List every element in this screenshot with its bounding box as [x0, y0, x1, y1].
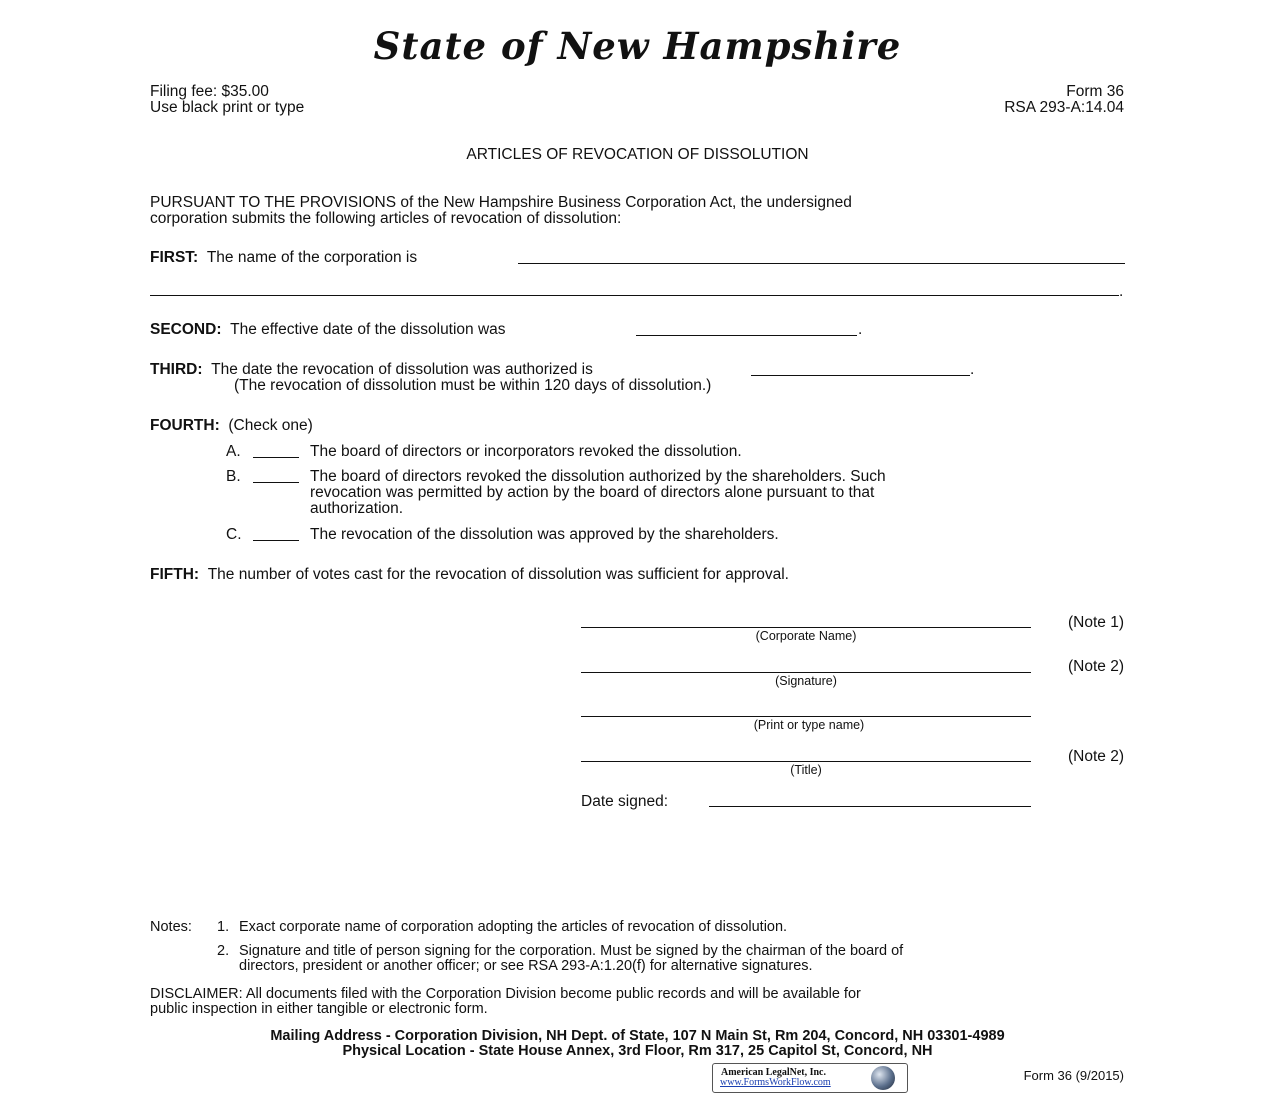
title-caption: (Title)	[790, 763, 822, 777]
corporation-name-field-line-2[interactable]	[150, 295, 1119, 296]
note-2-reference: (Note 2)	[1068, 658, 1124, 675]
option-b-checkbox[interactable]	[253, 482, 299, 483]
first-period: .	[1119, 283, 1124, 300]
option-b-text-line-1: The board of directors revoked the dissolution authorized by the shareholders. Such	[310, 468, 886, 485]
corporate-name-caption: (Corporate Name)	[755, 629, 857, 643]
dissolution-date-field[interactable]	[636, 335, 857, 336]
note-1-text: Exact corporate name of corporation adopting the articles of revocation of dissolution.	[239, 919, 788, 935]
second-period: .	[858, 321, 863, 338]
note-1-reference: (Note 1)	[1068, 614, 1124, 631]
first-article	[150, 250, 417, 266]
disclaimer-line-1: DISCLAIMER: All documents filed with the Corporation Division become public records and will be available for	[150, 986, 861, 1002]
title-field[interactable]	[581, 761, 1031, 762]
fifth-article	[150, 567, 789, 583]
date-signed-label: Date signed:	[581, 793, 669, 810]
globe-icon	[871, 1066, 895, 1090]
fourth-article	[150, 418, 313, 434]
option-a-checkbox[interactable]	[253, 457, 299, 458]
signature-caption: (Signature)	[775, 674, 837, 688]
mailing-address: Mailing Address - Corporation Division, NH Dept. of State, 107 N Main St, Rm 204, Concord, NH 03301-4989	[270, 1028, 1005, 1044]
third-label: THIRD:	[150, 361, 203, 378]
third-article	[150, 362, 593, 378]
fourth-label: FOURTH:	[150, 417, 220, 434]
print-name-field[interactable]	[581, 716, 1031, 717]
notes-label: Notes:	[150, 919, 192, 935]
first-label: FIRST:	[150, 249, 199, 266]
logo-website-link[interactable]: www.FormsWorkFlow.com	[720, 1077, 831, 1088]
print-name-caption: (Print or type name)	[753, 718, 865, 732]
option-c-checkbox[interactable]	[253, 540, 299, 541]
second-label: SECOND:	[150, 321, 222, 338]
revocation-date-field[interactable]	[751, 375, 970, 376]
disclaimer-line-2: public inspection in either tangible or electronic form.	[150, 1001, 488, 1017]
preamble-line-1	[150, 195, 852, 211]
third-period: .	[970, 361, 975, 378]
note-2-text-line-2: directors, president or another officer; or see RSA 293-A:1.20(f) for alternative signatures.	[239, 958, 813, 974]
date-signed-field[interactable]	[709, 806, 1031, 807]
rsa-citation: RSA 293-A:14.04	[1004, 99, 1124, 116]
preamble-rest: of the New Hampshire Business Corporation Act, the undersigned	[396, 194, 852, 211]
american-legalnet-logo[interactable]	[712, 1063, 908, 1093]
note-2-number: 2.	[217, 943, 230, 959]
second-article	[150, 322, 506, 338]
fourth-instruction: (Check one)	[228, 417, 313, 434]
logo-company-name: American LegalNet, Inc.	[721, 1067, 826, 1078]
fifth-text: The number of votes cast for the revocation of dissolution was sufficient for approval.	[207, 566, 789, 583]
form-revision: Form 36 (9/2015)	[1023, 1068, 1124, 1083]
first-text: The name of the corporation is	[206, 249, 418, 266]
third-note: (The revocation of dissolution must be within 120 days of dissolution.)	[234, 377, 712, 394]
option-b-text-line-3: authorization.	[310, 500, 404, 517]
option-a-text: The board of directors or incorporators revoked the dissolution.	[310, 443, 742, 460]
preamble-line-2: corporation submits the following articles of revocation of dissolution:	[150, 210, 622, 227]
physical-location: Physical Location - State House Annex, 3rd Floor, Rm 317, 25 Capitol St, Concord, NH	[342, 1043, 933, 1059]
preamble-lead: PURSUANT TO THE PROVISIONS	[150, 194, 397, 211]
ink-instruction: Use black print or type	[150, 99, 305, 116]
note-1-number: 1.	[217, 919, 230, 935]
signature-field[interactable]	[581, 672, 1031, 673]
option-b-text-line-2: revocation was permitted by action by the board of directors alone pursuant to that	[310, 484, 875, 501]
corporate-name-signature-field[interactable]	[581, 627, 1031, 628]
filing-fee: Filing fee: $35.00	[150, 83, 269, 100]
fifth-label: FIFTH:	[150, 566, 200, 583]
second-text: The effective date of the dissolution was	[230, 321, 506, 338]
option-c-letter: C.	[226, 526, 242, 543]
state-title: State of New Hampshire	[373, 24, 902, 68]
note-2-text-line-1: Signature and title of person signing for the corporation. Must be signed by the chairman of the board of	[239, 943, 904, 959]
option-c-text: The revocation of the dissolution was approved by the shareholders.	[310, 526, 779, 543]
note-2-reference-title: (Note 2)	[1068, 748, 1124, 765]
form-number: Form 36	[1066, 83, 1124, 100]
corporation-name-field[interactable]	[518, 263, 1125, 264]
option-b-letter: B.	[226, 468, 241, 485]
option-a-letter: A.	[226, 443, 241, 460]
document-title: ARTICLES OF REVOCATION OF DISSOLUTION	[466, 146, 809, 163]
third-text: The date the revocation of dissolution was authorized is	[211, 361, 593, 378]
